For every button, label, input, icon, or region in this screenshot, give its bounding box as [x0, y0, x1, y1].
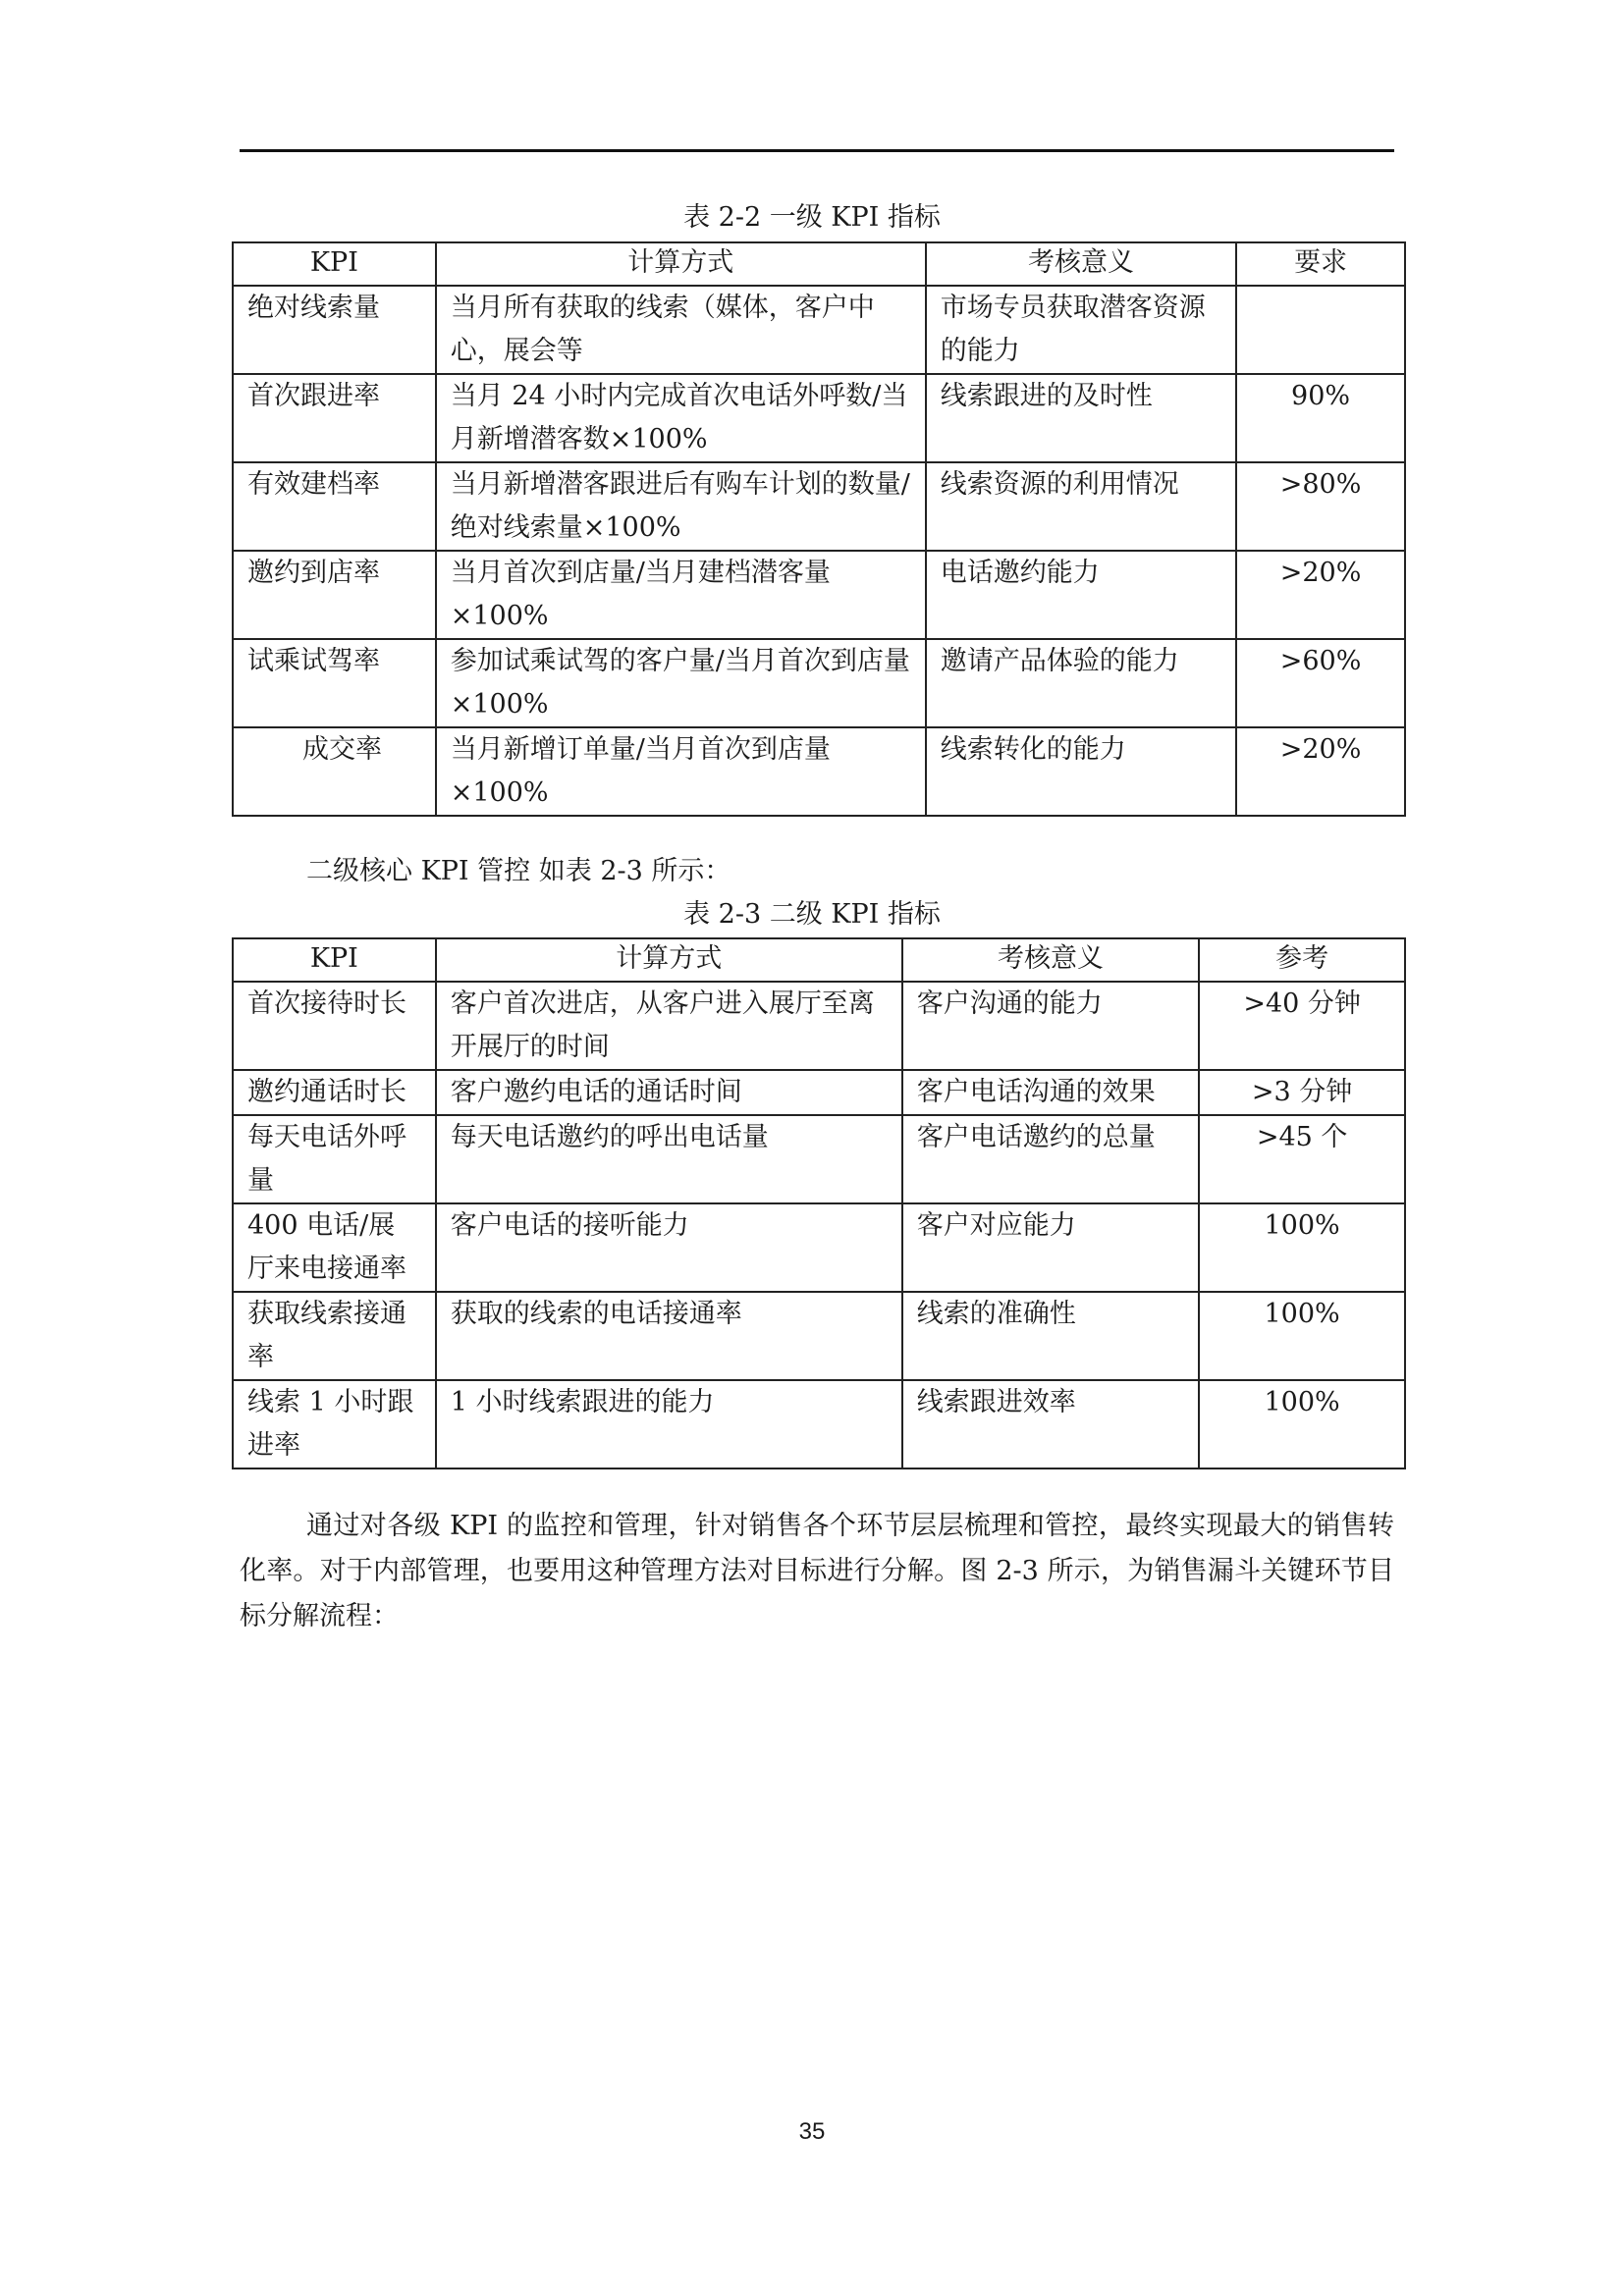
meaning-cell: 线索跟进效率: [902, 1380, 1199, 1468]
table-header-row: [233, 242, 1405, 286]
meaning-cell: 线索资源的利用情况: [926, 462, 1236, 551]
table-row: [233, 374, 1405, 462]
kpi-name-cell: 首次接待时长: [233, 982, 436, 1070]
kpi-name-cell: 有效建档率: [233, 462, 436, 551]
table-row: [233, 286, 1405, 374]
meaning-cell: 客户电话邀约的总量: [902, 1115, 1199, 1203]
meaning-cell: 线索跟进的及时性: [926, 374, 1236, 462]
kpi-name-cell: 试乘试驾率: [233, 639, 436, 727]
formula-cell: 当月新增潜客跟进后有购车计划的数量/绝对线索量×100%: [436, 462, 926, 551]
requirement-cell: >20%: [1236, 551, 1405, 639]
meaning-cell: 电话邀约能力: [926, 551, 1236, 639]
column-header: 要求: [1236, 242, 1405, 286]
reference-cell: >45 个: [1199, 1115, 1405, 1203]
requirement-cell: >20%: [1236, 727, 1405, 816]
formula-cell: 当月首次到店量/当月建档潜客量×100%: [436, 551, 926, 639]
kpi-name-cell: 获取线索接通率: [233, 1292, 436, 1380]
requirement-cell: >60%: [1236, 639, 1405, 727]
reference-cell: 100%: [1199, 1203, 1405, 1292]
column-header: 考核意义: [926, 242, 1236, 286]
formula-cell: 当月 24 小时内完成首次电话外呼数/当月新增潜客数×100%: [436, 374, 926, 462]
kpi-name-cell: 邀约通话时长: [233, 1070, 436, 1115]
table-row: [233, 462, 1405, 551]
table-row: [233, 551, 1405, 639]
table-row: [233, 727, 1405, 816]
table-row: [233, 1115, 1405, 1203]
formula-cell: 参加试乘试驾的客户量/当月首次到店量×100%: [436, 639, 926, 727]
formula-cell: 获取的线索的电话接通率: [436, 1292, 902, 1380]
table-2-3: [232, 937, 1406, 1469]
meaning-cell: 线索转化的能力: [926, 727, 1236, 816]
formula-cell: 当月新增订单量/当月首次到店量×100%: [436, 727, 926, 816]
table-row: [233, 1292, 1405, 1380]
table-2-2: [232, 241, 1406, 817]
table-2-2-caption: 表 2-2 一级 KPI 指标: [683, 202, 941, 233]
meaning-cell: 线索的准确性: [902, 1292, 1199, 1380]
reference-cell: 100%: [1199, 1292, 1405, 1380]
formula-cell: 客户电话的接听能力: [436, 1203, 902, 1292]
formula-cell: 1 小时线索跟进的能力: [436, 1380, 902, 1468]
column-header: KPI: [233, 938, 436, 982]
reference-cell: 100%: [1199, 1380, 1405, 1468]
page-number: 35: [798, 2118, 826, 2145]
meaning-cell: 邀请产品体验的能力: [926, 639, 1236, 727]
kpi-name-cell: 成交率: [233, 727, 436, 816]
column-header: KPI: [233, 242, 436, 286]
requirement-cell: 90%: [1236, 374, 1405, 462]
requirement-cell: [1236, 286, 1405, 374]
formula-cell: 客户首次进店，从客户进入展厅至离开展厅的时间: [436, 982, 902, 1070]
table-row: [233, 639, 1405, 727]
formula-cell: 每天电话邀约的呼出电话量: [436, 1115, 902, 1203]
reference-cell: >3 分钟: [1199, 1070, 1405, 1115]
intro-text: 二级核心 KPI 管控 如表 2-3 所示：: [306, 856, 731, 886]
formula-cell: 客户邀约电话的通话时间: [436, 1070, 902, 1115]
table-row: [233, 1380, 1405, 1468]
meaning-cell: 客户对应能力: [902, 1203, 1199, 1292]
kpi-name-cell: 邀约到店率: [233, 551, 436, 639]
table-header-row: [233, 938, 1405, 982]
table-row: [233, 982, 1405, 1070]
reference-cell: >40 分钟: [1199, 982, 1405, 1070]
table-row: [233, 1203, 1405, 1292]
table-row: [233, 1070, 1405, 1115]
kpi-name-cell: 首次跟进率: [233, 374, 436, 462]
column-header: 计算方式: [436, 242, 926, 286]
formula-cell: 当月所有获取的线索（媒体，客户中心，展会等: [436, 286, 926, 374]
kpi-name-cell: 线索 1 小时跟进率: [233, 1380, 436, 1468]
meaning-cell: 市场专员获取潜客资源的能力: [926, 286, 1236, 374]
column-header: 计算方式: [436, 938, 902, 982]
kpi-name-cell: 绝对线索量: [233, 286, 436, 374]
meaning-cell: 客户沟通的能力: [902, 982, 1199, 1070]
body-paragraph: 通过对各级 KPI 的监控和管理，针对销售各个环节层层梳理和管控，最终实现最大的销售转化率。对于内部管理，也要用这种管理方法对目标进行分解。图 2-3 所示，为销售漏斗关键环节目标分解流程：: [240, 1511, 1394, 1631]
requirement-cell: >80%: [1236, 462, 1405, 551]
table-2-3-caption: 表 2-3 二级 KPI 指标: [683, 899, 941, 930]
column-header: 考核意义: [902, 938, 1199, 982]
kpi-name-cell: 400 电话/展厅来电接通率: [233, 1203, 436, 1292]
header-rule: [240, 149, 1394, 152]
kpi-name-cell: 每天电话外呼量: [233, 1115, 436, 1203]
column-header: 参考: [1199, 938, 1405, 982]
meaning-cell: 客户电话沟通的效果: [902, 1070, 1199, 1115]
